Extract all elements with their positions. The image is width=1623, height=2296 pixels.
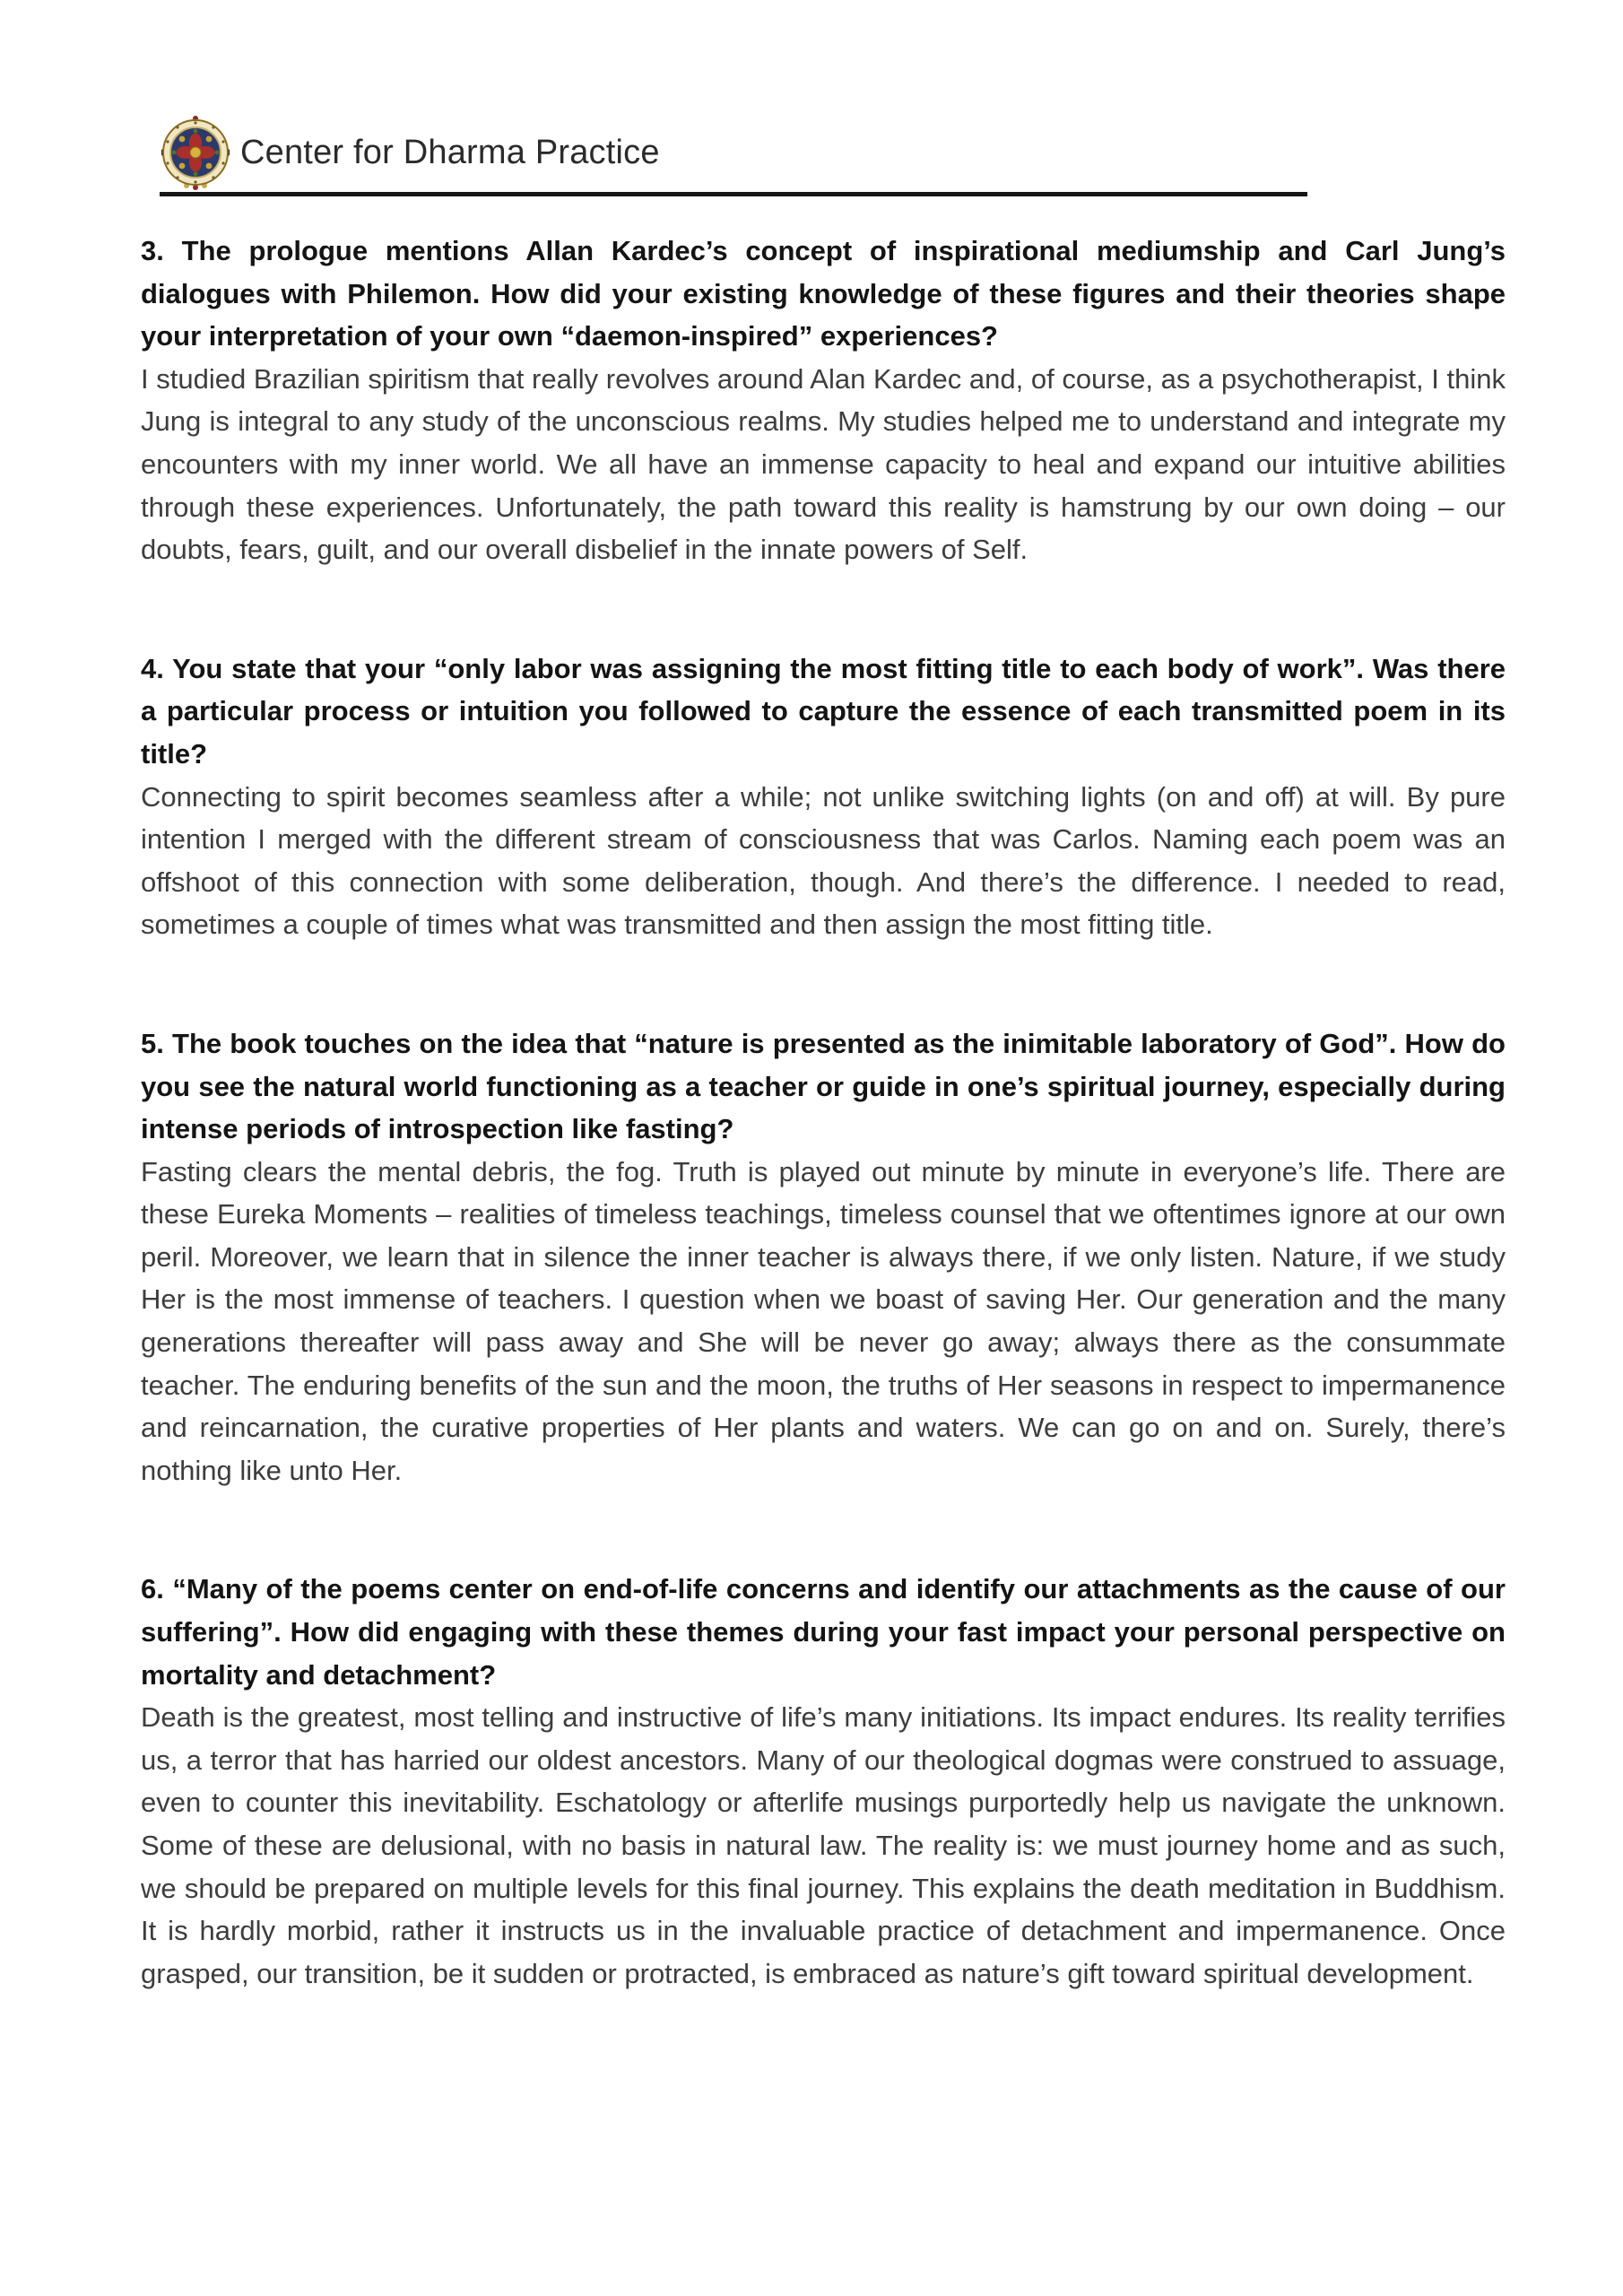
org-title: Center for Dharma Practice [240,133,660,171]
answer-text: Death is the greatest, most telling and instructive of life’s many initiations. Its impact endures. Its reality terrifies us, a terror that has harried our oldest ancestors. Many of our theological dogmas were construed to assuage, even to counter this inevitability. Eschatology or afterlife musings purportedly help us navigate the unknown. Some of these are delusional, with no basis in natural law. The reality is: we must journey home and as such, we should be prepared on multiple levels for this final journey. This explains the death meditation in Buddhism. It is hardly morbid, rather it instructs us in the invaluable practice of detachment and impermanence. Once grasped, our transition, be it sudden or protracted, is embraced as nature’s gift toward spiritual development. [141,1701,1506,1989]
dharma-mandala-logo-icon [161,115,230,190]
qa-block [141,230,1506,571]
qa-block [141,648,1506,946]
document-body [141,230,1506,1995]
question-text: 4. You state that your “only labor was assigning the most fitting title to each body of work”. Was there a particular process or intuition you followed to capture the essence of each transmitted poem in its title? [141,652,1506,770]
answer-text: Connecting to spirit becomes seamless after a while; not unlike switching lights (on and off) at will. By pure intention I merged with the different stream of consciousness that was Carlos. Naming each poem was an offshoot of this connection with some deliberation, though. And there’s the difference. I needed to read, sometimes a couple of times what was transmitted and then assign the most fitting title. [141,780,1506,941]
header-divider [160,192,1307,196]
question-text: 6. “Many of the poems center on end-of-life concerns and identify our attachments as the cause of our suffering”. How did engaging with these themes during your fast impact your personal perspective on mortality and detachment? [141,1573,1506,1691]
answer-text: Fasting clears the mental debris, the fog. Truth is played out minute by minute in everyone’s life. There are these Eureka Moments – realities of timeless teachings, timeless counsel that we oftentimes ignore at our own peril. Moreover, we learn that in silence the inner teacher is always there, if we only listen. Nature, if we study Her is the most immense of teachers. I question when we boast of saving Her. Our generation and the many generations thereafter will pass away and She will be never go away; always there as the consummate teacher. The enduring benefits of the sun and the moon, the truths of Her seasons in respect to impermanence and reincarnation, the curative properties of Her plants and waters. We can go on and on. Surely, there’s nothing like unto Her. [141,1155,1506,1486]
question-text: 3. The prologue mentions Allan Kardec’s concept of inspirational mediumship and Carl Jung’s dialogues with Philemon. How did your existing knowledge of these figures and their theories shape your interpretation of your own “daemon-inspired” experiences? [141,235,1506,352]
letterhead [161,115,660,190]
qa-block [141,1022,1506,1492]
qa-block [141,1568,1506,1995]
answer-text: I studied Brazilian spiritism that really revolves around Alan Kardec and, of course, as a psychotherapist, I think Jung is integral to any study of the unconscious realms. My studies helped me to understand and integrate my encounters with my inner world. We all have an immense capacity to heal and expand our intuitive abilities through these experiences. Unfortunately, the path toward this reality is hamstrung by our own doing – our doubts, fears, guilt, and our overall disbelief in the innate powers of Self. [141,362,1506,566]
question-text: 5. The book touches on the idea that “nature is presented as the inimitable laboratory of God”. How do you see the natural world functioning as a teacher or guide in one’s spiritual journey, especially during intense periods of introspection like fasting? [141,1027,1506,1145]
